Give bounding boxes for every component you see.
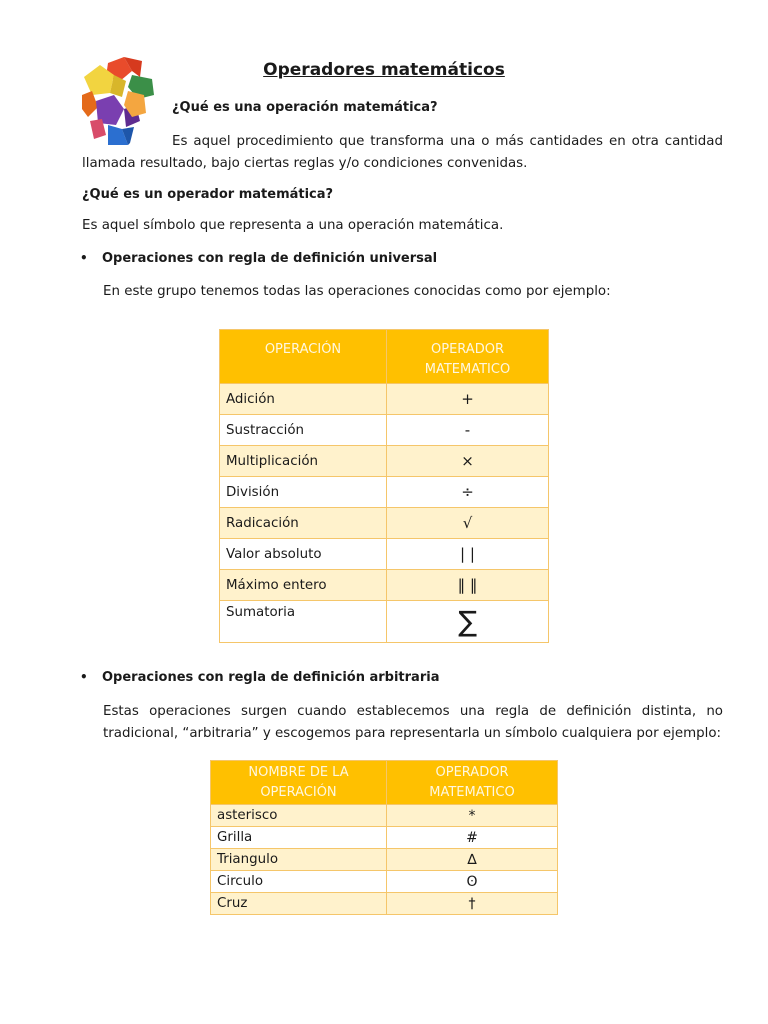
table-cell-symbol: × [387, 446, 549, 477]
table-cell-symbol: * [387, 805, 558, 827]
paragraph-arbitrary-intro: Estas operaciones surgen cuando establecemos una regla de definición distinta, no tradicional, “arbitraria” y escogemos para representarla un símbolo cualquiera por ejemplo: [103, 704, 723, 741]
table-cell-name: División [220, 477, 387, 508]
table-cell-name: Circulo [211, 871, 387, 893]
table-cell-symbol: + [387, 384, 549, 415]
bullet-dot-icon: • [80, 251, 88, 265]
table-row [211, 827, 558, 849]
question-heading-1: ¿Qué es una operación matemática? [172, 100, 438, 115]
table-row [220, 570, 549, 601]
table-cell-name: Valor absoluto [220, 539, 387, 570]
bullet-heading-label: Operaciones con regla de definición arbitraria [102, 670, 440, 685]
table-cell-name: Máximo entero [220, 570, 387, 601]
table-row [220, 508, 549, 539]
table-cell-symbol: ʘ [387, 871, 558, 893]
table-cell-symbol: ∆ [387, 849, 558, 871]
paragraph-definition-operator: Es aquel símbolo que representa a una operación matemática. [82, 218, 504, 233]
table-cell-symbol: ‖ ‖ [387, 570, 549, 601]
table-header-operator: OPERADOR MATEMATICO [387, 330, 549, 384]
table-universal-operators [219, 329, 549, 643]
bullet-heading-label: Operaciones con regla de definición universal [102, 251, 438, 266]
paragraph-universal-intro: En este grupo tenemos todas las operaciones conocidas como por ejemplo: [103, 284, 611, 299]
table-cell-symbol: √ [387, 508, 549, 539]
page-title: Operadores matemáticos [263, 60, 505, 80]
table-cell-symbol: ∑ [387, 601, 549, 643]
table-row [211, 893, 558, 915]
table-row [220, 601, 549, 643]
table-cell-name: Grilla [211, 827, 387, 849]
table-header-operator: OPERADOR MATEMATICO [387, 761, 558, 805]
table-row [211, 871, 558, 893]
table-cell-name: Sumatoria [220, 601, 387, 643]
table-row [220, 477, 549, 508]
table-arbitrary-operators [210, 760, 558, 915]
table-cell-symbol: # [387, 827, 558, 849]
table-row [220, 384, 549, 415]
table-cell-symbol: | | [387, 539, 549, 570]
question-heading-2: ¿Qué es un operador matemática? [82, 187, 334, 202]
table-cell-name: Sustracción [220, 415, 387, 446]
table-cell-name: Multiplicación [220, 446, 387, 477]
table-cell-name: Triangulo [211, 849, 387, 871]
table-cell-name: Cruz [211, 893, 387, 915]
table-cell-symbol: - [387, 415, 549, 446]
table-row [220, 415, 549, 446]
bullet-dot-icon: • [80, 670, 88, 684]
table-header-operation: OPERACIÓN [220, 330, 387, 384]
table-header-operation-name: NOMBRE DE LA OPERACIÓN [211, 761, 387, 805]
paragraph-definition-operation: Es aquel procedimiento que transforma una o más cantidades en otra cantidad llamada resultado, bajo ciertas reglas y/o condiciones convenidas. [82, 134, 723, 171]
table-cell-symbol: † [387, 893, 558, 915]
bullet-heading-universal [80, 251, 437, 266]
bullet-heading-arbitrary [80, 670, 439, 685]
table-row [220, 446, 549, 477]
table-cell-name: Adición [220, 384, 387, 415]
table-row [220, 539, 549, 570]
table-row [211, 805, 558, 827]
table-cell-symbol: ÷ [387, 477, 549, 508]
table-cell-name: asterisco [211, 805, 387, 827]
table-cell-name: Radicación [220, 508, 387, 539]
table-row [211, 849, 558, 871]
